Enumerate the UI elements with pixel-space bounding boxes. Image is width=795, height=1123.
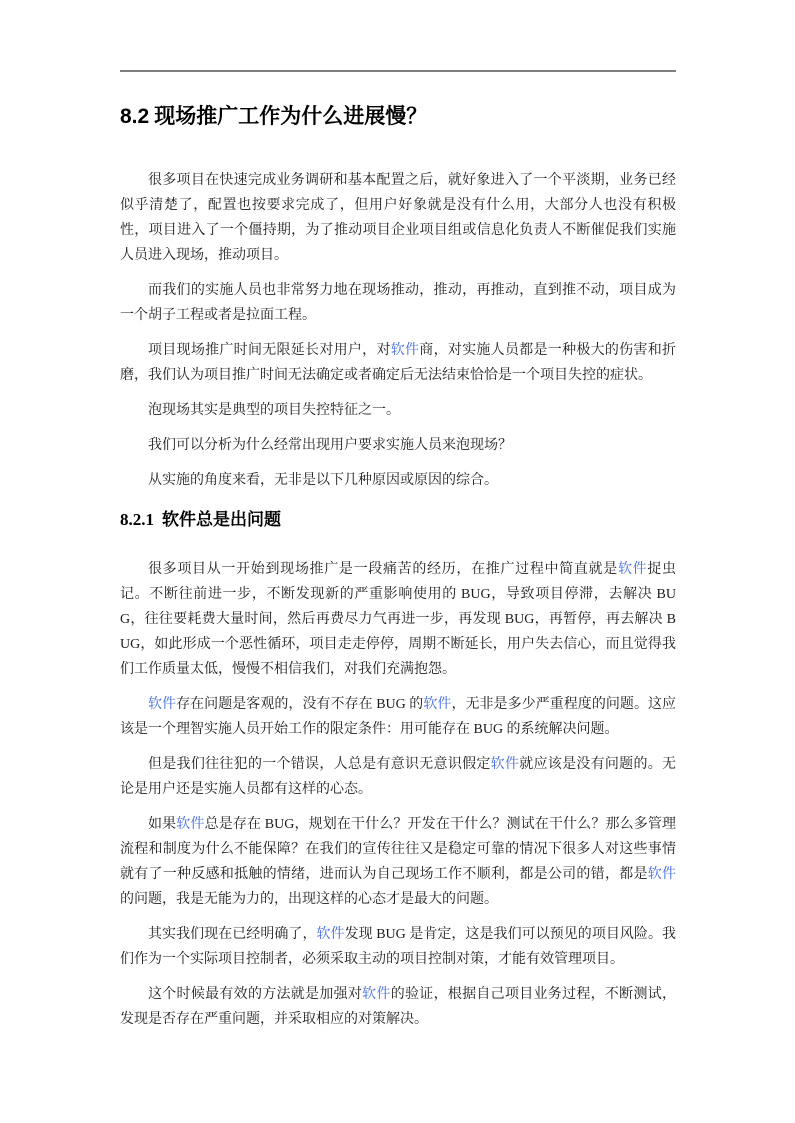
text-segment: 很多项目在快速完成业务调研和基本配置之后，就好象进入了一个平淡期，业务已经似乎清楚了，配置也按要求完成了，但用户好象就是没有什么用，大部分人也没有积极性，项目进入了一个僵持期，为了推动项目企业项目组或信息化负责人不断催促我们实施人员进入现场，推动项目。 (120, 173, 676, 263)
text-segment: 但是我们往往犯的一个错误，人总是有意识无意识假定 (148, 757, 491, 772)
text-segment: 存在问题是客观的，没有不存在 BUG 的 (176, 697, 424, 712)
text-segment: 总是存在 BUG，规划在干什么？开发在干什么？测试在干什么？那么多管理流程和制度为什么不能保障？在我们的宣传往往又是稳定可靠的情况下很多人对这些事情就有了一种反感和抵触的情绪，进而认为自己现场工作不顺利，都是公司的错，都是 (120, 817, 677, 882)
text-segment: 从实施的角度来看，无非是以下几种原因或原因的综合。 (148, 473, 498, 488)
paragraph (120, 433, 676, 458)
text-segment: 项目现场推广时间无限延长对用户，对 (148, 343, 391, 358)
text-segment: 商，对实施人员都是一种极大的伤害和折磨，我们认为项目推广时间无法确定或者确定后无法结束恰恰是一个项目失控的症状。 (120, 343, 677, 383)
section-number: 8.2 (120, 105, 150, 128)
paragraph (120, 338, 676, 388)
paragraph (120, 982, 676, 1032)
text-segment: 的验证，根据自己项目业务过程，不断测试，发现是否存在严重问题，并采取相应的对策解决。 (120, 987, 677, 1027)
paragraph (120, 468, 676, 493)
paragraph (120, 168, 676, 268)
software-link[interactable]: 软件 (390, 343, 420, 358)
text-segment: 我们可以分析为什么经常出现用户要求实施人员来泡现场？ (148, 438, 512, 453)
paragraph (120, 557, 676, 682)
section-heading (120, 104, 676, 130)
software-link[interactable]: 软件 (617, 562, 648, 577)
section-title: 现场推广工作为什么进展慢？ (154, 105, 428, 128)
software-link[interactable]: 软件 (148, 697, 177, 712)
paragraph (120, 398, 676, 423)
page-content (120, 70, 677, 1027)
subsection-heading (120, 507, 676, 533)
paragraph (120, 752, 676, 802)
paragraph (120, 812, 676, 912)
horizontal-rule (120, 70, 676, 72)
paragraph (120, 922, 676, 972)
software-link[interactable]: 软件 (423, 697, 452, 712)
text-segment: 如果 (148, 817, 177, 832)
software-link[interactable]: 软件 (362, 987, 391, 1002)
software-link[interactable]: 软件 (647, 867, 676, 882)
subsection-number: 8.2.1 (120, 510, 154, 529)
text-segment: 捉虫记。不断往前进一步，不断发现新的严重影响使用的 BUG，导致项目停滞，去解决 BUG，往往要耗费大量时间，然后再费尽力气再进一步，再发现 BUG，再暂停，再去解决 BUG，如此形成一个恶性循环，项目走走停停，周期不断延长，用户失去信心，而且觉得我们工作质量太低，慢慢不相信我们，对我们充满抱怨。 (120, 562, 677, 677)
text-segment: 其实我们现在已经明确了， (148, 927, 317, 942)
paragraph (120, 692, 676, 742)
text-segment: ，无非是多少严重程度的问题。这应该是一个理智实施人员开始工作的限定条件：用可能存在 BUG 的系统解决问题。 (120, 697, 677, 737)
software-link[interactable]: 软件 (316, 927, 345, 942)
subsection-title: 软件总是出问题 (162, 510, 281, 529)
text-segment: 而我们的实施人员也非常努力地在现场推动，推动，再推动，直到推不动，项目成为一个胡子工程或者是拉面工程。 (120, 283, 676, 323)
paragraph (120, 278, 676, 328)
text-segment: 泡现场其实是典型的项目失控特征之一。 (148, 403, 400, 418)
text-segment: 发现 BUG 是肯定，这是我们可以预见的项目风险。我们作为一个实际项目控制者，必须采取主动的项目控制对策，才能有效管理项目。 (120, 927, 677, 967)
software-link[interactable]: 软件 (176, 817, 205, 832)
text-segment: 这个时候最有效的方法就是加强对 (148, 987, 363, 1002)
text-segment: 的问题，我是无能为力的，出现这样的心态才是最大的问题。 (120, 892, 498, 907)
text-segment: 很多项目从一开始到现场推广是一段痛苦的经历，在推广过程中简直就是 (148, 562, 618, 577)
software-link[interactable]: 软件 (490, 757, 520, 772)
text-segment: 就应该是没有问题的。无论是用户还是实施人员都有这样的心态。 (120, 757, 677, 797)
